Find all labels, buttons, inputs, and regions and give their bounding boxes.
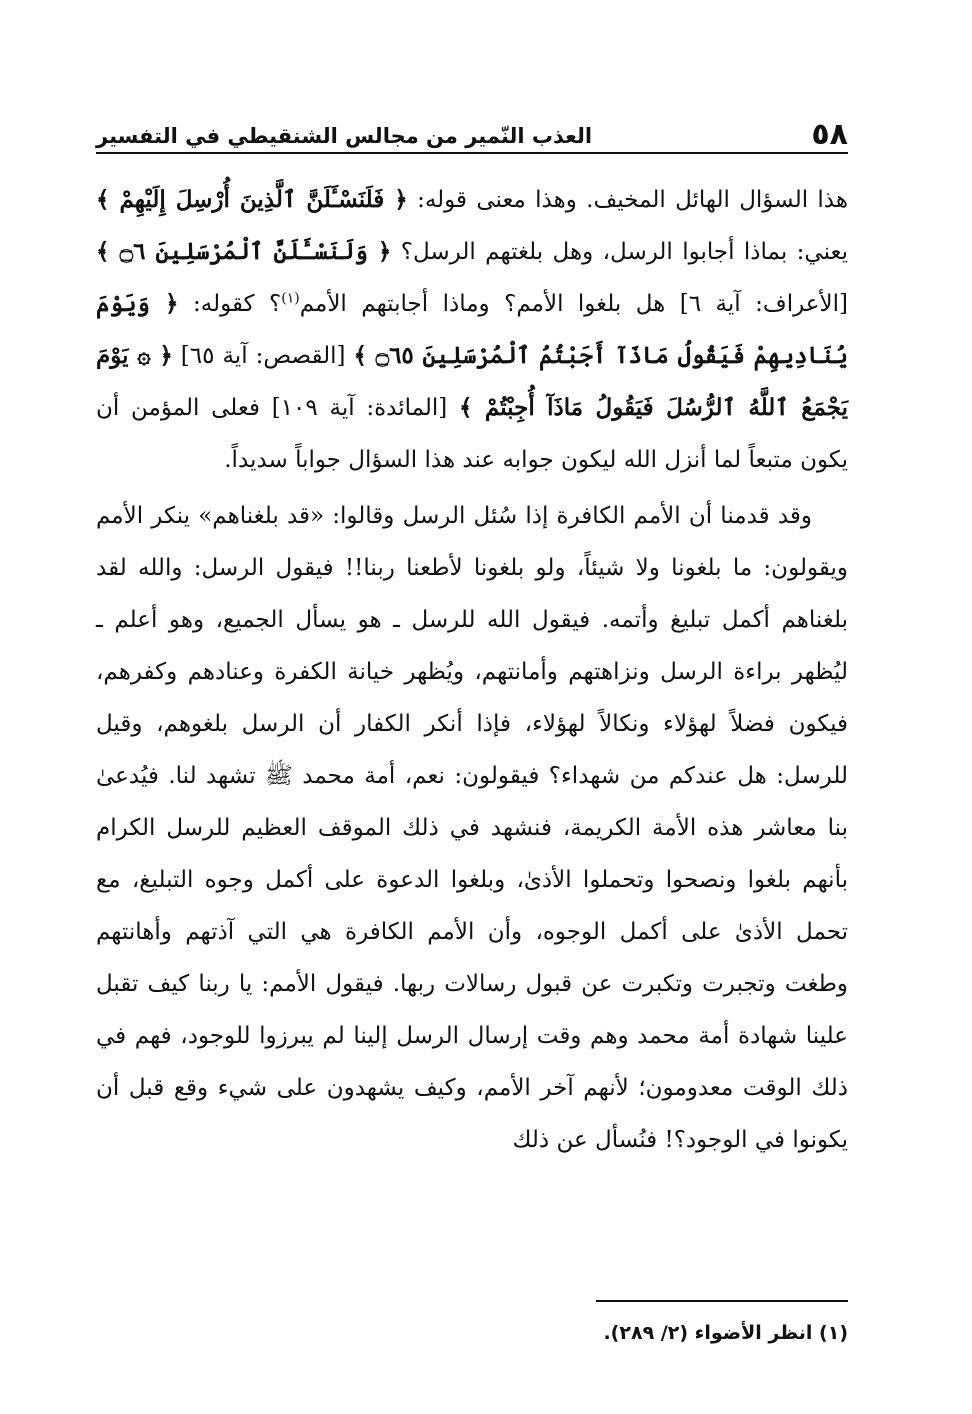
quran-verse: ﴿ فَلَنَسْـَٔلَنَّ ٱلَّذِينَ أُرْسِلَ إِلَيْهِمْ ﴾ — [96, 186, 408, 213]
page-number: ٥٨ — [811, 117, 848, 152]
text-segment: [المائدة: آية ١٠٩] فعلى المؤمن أن يكون متبعاً لما أنزل الله ليكون جوابه عند هذا السؤال جواباً سديداً. — [96, 395, 848, 473]
text-segment: [القصص: آية ٦٥] — [172, 343, 354, 369]
text-segment: [الأعراف: آية ٦] هل بلغوا الأمم؟ وماذا أجابتهم الأمم — [299, 291, 849, 317]
text-segment: هذا السؤال الهائل المخيف. وهذا معنى قوله: — [407, 187, 848, 213]
footnote-marker: (١) — [281, 290, 300, 307]
quran-verse: ﴿ وَيَوْمَ يُنَادِيهِمْ فَيَقُولُ مَاذَآ أَجَبْتُمُ ٱلْمُرْسَلِينَ ۝٦٥ ﴾ — [96, 290, 848, 369]
main-text — [96, 174, 848, 1166]
paragraph-1 — [96, 174, 848, 486]
paragraph-2: وقد قدمنا أن الأمم الكافرة إذا سُئل الرسل وقالوا: «قد بلغناهم» ينكر الأمم ويقولون: ما بلغونا ولا شيئاً، ولو بلغونا لأطعنا ربنا!! فيقول الرسل: والله لقد بلغناهم أكمل تبليغ وأتمه. فيقول الله للرسل ـ هو يسأل الجميع، وهو أعلم ـ ليُظهر براءة الرسل ونزاهتهم وأمانتهم، ويُظهر خيانة الكفرة وعنادهم وكفرهم، فيكون فضلاً لهؤلاء ونكالاً لهؤلاء، فإذا أنكر الكفار أن الرسل بلغوهم، وقيل للرسل: هل عندكم من شهداء؟ فيقولون: نعم، أمة محمد ﷺ تشهد لنا. فيُدعىٰ بنا معاشر هذه الأمة الكريمة، فنشهد في ذلك الموقف العظيم للرسل الكرام بأنهم بلغوا ونصحوا وتحملوا الأذىٰ، وبلغوا الدعوة على أكمل وجوه التبليغ، مع تحمل الأذىٰ على أكمل الوجوه، وأن الأمم الكافرة هي التي آذتهم وأهانتهم وطغت وتجبرت وتكبرت عن قبول رسالات ربها. فيقول الأمم: يا ربنا كيف تقبل علينا شهادة أمة محمد وهم وقت إرسال الرسل إلينا لم يبرزوا للوجود، فهم في ذلك الوقت معدومون؛ لأنهم آخر الأمم، وكيف يشهدون على شيء وقع قبل أن يكونوا في الوجود؟! فنُسأل عن ذلك — [96, 503, 848, 1153]
text-segment: ؟ كقوله: — [178, 291, 282, 317]
text-segment: يعني: بماذا أجابوا الرسل، وهل بلغتهم الرسل؟ — [391, 239, 849, 265]
quran-verse: ﴿ ۞ يَوْمَ يَجْمَعُ ٱللَّهُ ٱلرُّسُلَ فَيَقُولُ مَاذَآ أُجِبْتُمْ ﴾ — [96, 342, 848, 421]
footnote-rule — [596, 1300, 848, 1302]
header-rule — [96, 152, 848, 154]
quran-verse: ﴿ وَلَنَسْـَٔلَنَّ ٱلْمُرْسَلِينَ ۝٦ ﴾ — [96, 238, 392, 265]
running-title: العذب النّمير من مجالس الشنقيطي في التفسير — [96, 124, 593, 148]
footnote: (١) انظر الأضواء (٢/ ٢٨٩). — [603, 1322, 848, 1344]
page-header — [96, 108, 848, 150]
